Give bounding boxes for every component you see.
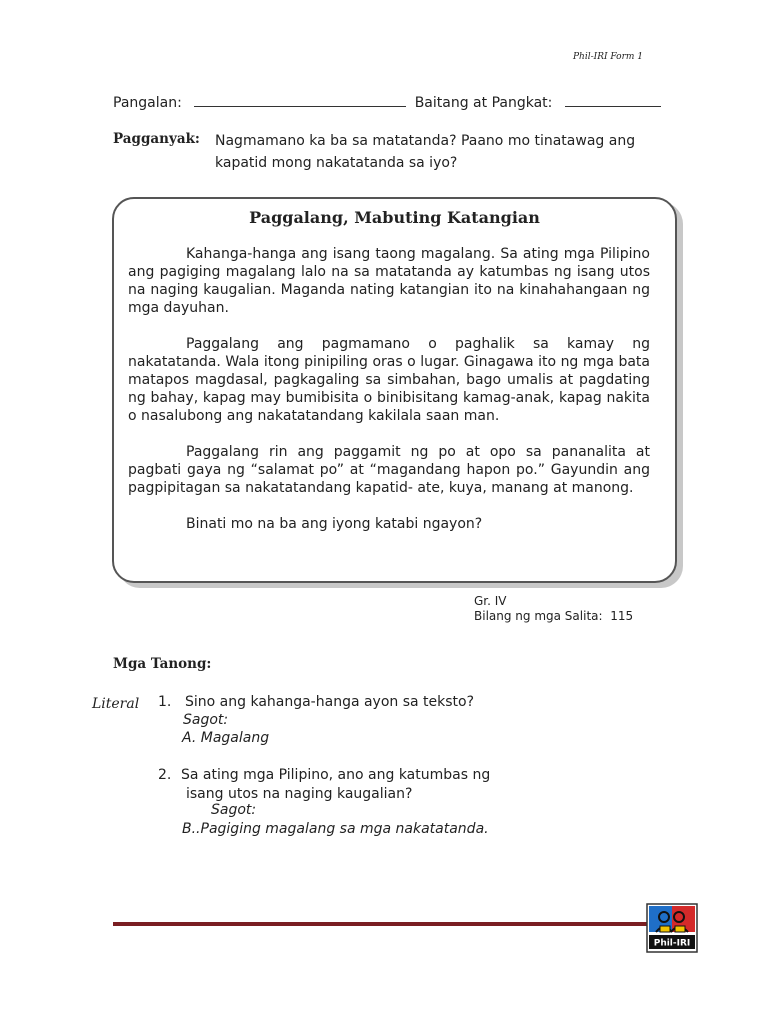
word-count-row: [474, 609, 633, 624]
motivation-text: Nagmamano ka ba sa matatanda? Paano mo tinatawag ang kapatid mong nakatatanda sa iyo?: [215, 133, 636, 171]
logo-text: Phil-IRI: [653, 938, 691, 949]
phil-iri-logo: [646, 902, 698, 954]
story-paragraph: Paggalang ang pagmamano o paghalik sa kamay ng nakatatanda. Wala itong pinipiling oras o lugar. Ginagawa ito ng mga bata matapos magdasal, pagkagaling sa simbahan, bago umalis at pagdating ng bahay, kapag may bumibisita o binibisitang kamag-anak, kapag nakita o nasalubong ang nakatatandang kakilala saan man.: [128, 336, 650, 424]
story-title: Paggalang, Mabuting Katangian: [249, 208, 540, 227]
questions-title: Mga Tanong:: [113, 656, 212, 672]
story-paragraph: Binati mo na ba ang iyong katabi ngayon?: [186, 516, 483, 532]
name-blank[interactable]: [194, 93, 406, 107]
question-2-number: 2.: [158, 767, 172, 783]
form-id: Phil-IRI Form 1: [573, 52, 643, 62]
name-label: Pangalan:: [113, 95, 182, 111]
grade-level: Gr. IV: [474, 594, 507, 608]
question-1-text: Sino ang kahanga-hanga ayon sa teksto?: [185, 694, 475, 710]
question-2-answer-label: Sagot:: [211, 802, 257, 818]
question-category: Literal: [92, 696, 140, 712]
footer-bar: [113, 922, 647, 926]
question-1-answer-label: Sagot:: [183, 712, 229, 728]
question-1-answer[interactable]: A. Magalang: [182, 730, 270, 746]
grade-section-blank[interactable]: [565, 93, 661, 107]
name-grade-row: [113, 93, 661, 111]
grade-info: [474, 594, 633, 624]
word-count-value: 115: [610, 609, 634, 623]
question-2-text-line2: isang utos na naging kaugalian?: [186, 786, 413, 802]
motivation-label: Pagganyak:: [113, 131, 200, 147]
question-2-text-line1: Sa ating mga Pilipino, ano ang katumbas ng: [181, 767, 491, 783]
story-paragraph: Kahanga-hanga ang isang taong magalang. Sa ating mga Pilipino ang pagiging magalang lalo na sa matatanda ay katumbas ng isang utos na naging kaugalian. Maganda nating katangian ito na kinahahangaan ng mga dayuhan.: [128, 246, 650, 316]
word-count-label: Bilang ng mga Salita:: [474, 609, 603, 623]
question-2-answer[interactable]: B..Pagiging magalang sa mga nakatatanda.: [182, 821, 489, 837]
story-body: [128, 245, 650, 533]
story-paragraph: Paggalang rin ang paggamit ng po at opo sa pananalita at pagbati gaya ng “salamat po” at “magandang hapon po.” Gayundin ang pagpipitagan sa nakatatandang kapatid- ate, kuya, manang at manong.: [128, 444, 650, 496]
grade-section-label: Baitang at Pangkat:: [414, 95, 553, 111]
question-1-number: 1.: [158, 694, 172, 710]
